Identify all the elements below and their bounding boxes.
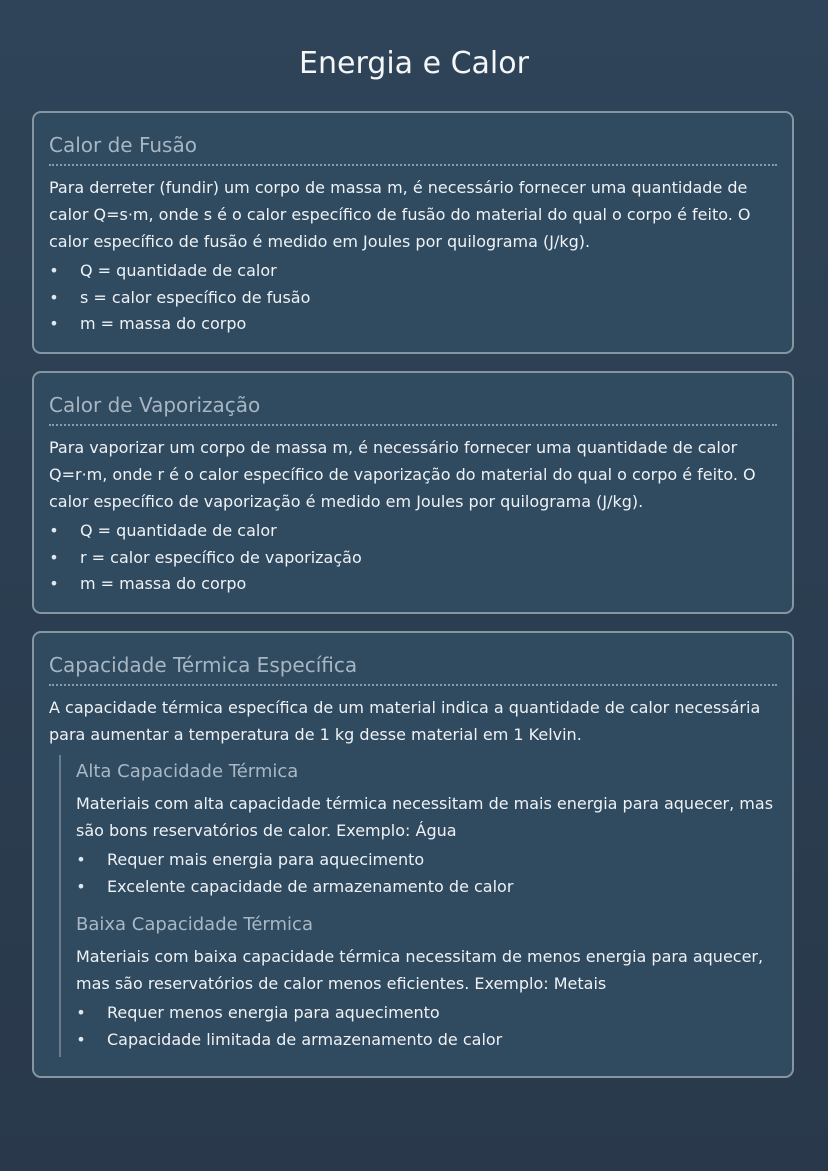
bullet-list bbox=[76, 1000, 777, 1053]
subsection-group bbox=[59, 755, 777, 1057]
bullet-icon: • bbox=[76, 850, 86, 869]
card-calor-de-vaporizacao bbox=[32, 371, 794, 614]
card-paragraph: Para derreter (fundir) um corpo de massa m, é necessário fornecer uma quantidade de calor Q=s·m, onde s é o calor específico de fusão do material do qual o corpo é feito. O calor específico de fusão é medido em Joules por quilograma (J/kg). bbox=[49, 178, 751, 251]
bullet-icon: • bbox=[76, 1003, 86, 1022]
list-item-text: Requer menos energia para aquecimento bbox=[107, 1003, 440, 1022]
list-item-text: s = calor específico de fusão bbox=[80, 287, 311, 307]
bullet-icon: • bbox=[49, 547, 59, 567]
list-item bbox=[49, 518, 777, 545]
page-title: Energia e Calor bbox=[299, 46, 529, 81]
subsection-alta-capacidade bbox=[76, 755, 777, 900]
bullet-icon: • bbox=[76, 876, 86, 896]
list-item-text: Excelente capacidade de armazenamento de calor bbox=[107, 876, 514, 896]
card-capacidade-termica bbox=[32, 631, 794, 1078]
list-item bbox=[76, 1000, 777, 1027]
subsection-heading: Baixa Capacidade Térmica bbox=[76, 914, 313, 935]
list-item-text: Q = quantidade de calor bbox=[80, 261, 277, 280]
list-item-text: r = calor específico de vaporização bbox=[80, 547, 362, 567]
dotted-divider bbox=[49, 164, 777, 166]
card-paragraph: A capacidade térmica específica de um material indica a quantidade de calor necessária para aumentar a temperatura de 1 kg desse material em 1 Kelvin. bbox=[49, 698, 761, 744]
bullet-list bbox=[76, 847, 777, 900]
bullet-icon: • bbox=[49, 574, 59, 593]
bullet-icon: • bbox=[49, 314, 59, 333]
list-item bbox=[49, 258, 777, 285]
list-item bbox=[76, 847, 777, 874]
card-heading: Calor de Vaporização bbox=[49, 393, 261, 417]
list-item bbox=[76, 1027, 777, 1054]
list-item bbox=[49, 285, 777, 312]
list-item-text: m = massa do corpo bbox=[80, 314, 247, 333]
bullet-icon: • bbox=[49, 521, 59, 540]
subsection-baixa-capacidade bbox=[76, 900, 777, 1053]
bullet-list bbox=[49, 258, 777, 338]
list-item bbox=[76, 874, 777, 901]
card-paragraph: Para vaporizar um corpo de massa m, é necessário fornecer uma quantidade de calor Q=r·m, onde r é o calor específico de vaporização do material do qual o corpo é feito. O calor específico de vaporização é medido em Joules por quilograma (J/kg). bbox=[49, 438, 756, 511]
list-item bbox=[49, 311, 777, 338]
bullet-icon: • bbox=[49, 287, 59, 307]
list-item-text: Capacidade limitada de armazenamento de calor bbox=[107, 1029, 503, 1049]
list-item-text: Requer mais energia para aquecimento bbox=[107, 850, 425, 869]
list-item bbox=[49, 545, 777, 572]
dotted-divider bbox=[49, 424, 777, 426]
list-item bbox=[49, 571, 777, 598]
list-item-text: Q = quantidade de calor bbox=[80, 521, 277, 540]
bullet-icon: • bbox=[76, 1029, 86, 1049]
subsection-paragraph: Materiais com baixa capacidade térmica necessitam de menos energia para aquecer, mas são reservatórios de calor menos eficientes. Exemplo: Metais bbox=[76, 947, 764, 993]
bullet-list bbox=[49, 518, 777, 598]
dotted-divider bbox=[49, 684, 777, 686]
card-heading: Calor de Fusão bbox=[49, 133, 197, 157]
subsection-paragraph: Materiais com alta capacidade térmica necessitam de mais energia para aquecer, mas são bons reservatórios de calor. Exemplo: Água bbox=[76, 794, 774, 840]
bullet-icon: • bbox=[49, 261, 59, 280]
card-calor-de-fusao bbox=[32, 111, 794, 354]
subsection-heading: Alta Capacidade Térmica bbox=[76, 761, 299, 782]
card-heading: Capacidade Térmica Específica bbox=[49, 653, 358, 677]
list-item-text: m = massa do corpo bbox=[80, 574, 247, 593]
